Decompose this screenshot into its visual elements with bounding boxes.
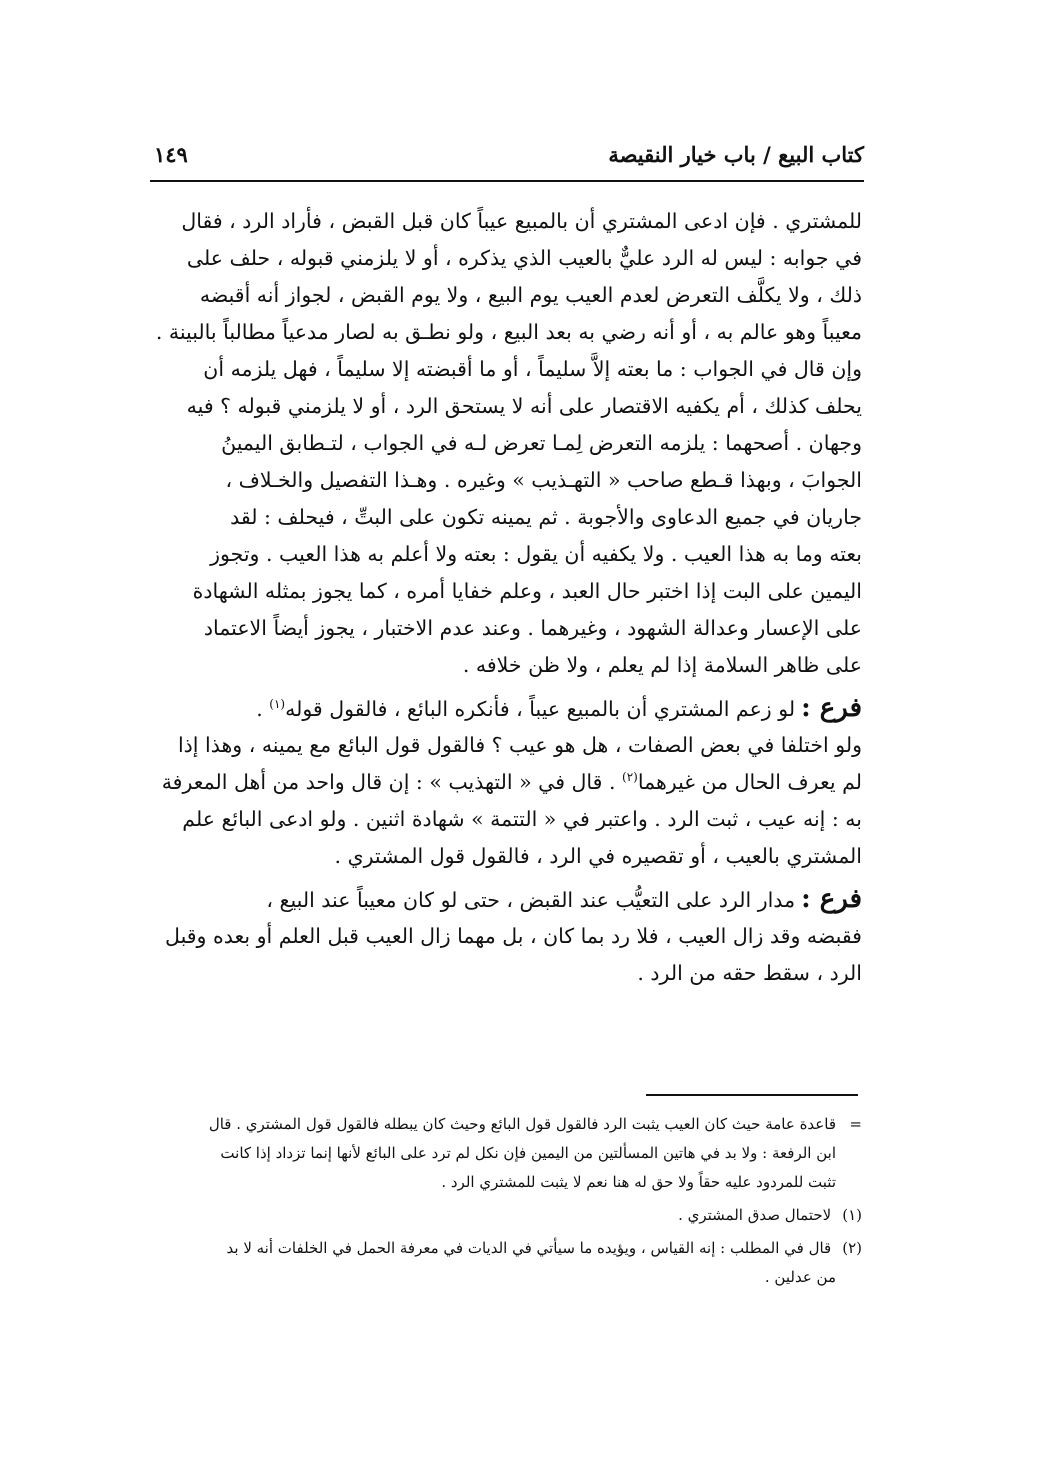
footnote-continuation-line: تثبت للمردود عليه حقاً ولا حق له هنا نعم لا يثبت للمشتري الرد . <box>441 1173 836 1191</box>
running-header <box>150 138 864 176</box>
footnote-divider <box>646 1094 858 1096</box>
page-number: ١٤٩ <box>154 142 188 167</box>
text-line: جاريان في جميع الدعاوى والأجوبة . ثم يمينه تكون على البتِّ ، فيحلف : لقد <box>230 505 862 529</box>
footnote-1 <box>155 1201 862 1230</box>
text-line: معيباً وهو عالم به ، أو أنه رضي به بعد البيع ، ولو نطـق به لصار مدعياً مطالباً بالبينة . <box>155 320 862 344</box>
footnote-1-marker: (١) <box>842 1206 862 1224</box>
footnote-2 <box>155 1234 862 1263</box>
text-line: اليمين على البت إذا اختبر حال العبد ، وعلم خفايا أمره ، كما يجوز بمثله الشهادة <box>192 579 862 603</box>
text-line: الجوابَ ، وبهذا قـطع صاحب « التهـذيب » وغيره . وهـذا التفصيل والخـلاف ، <box>225 468 862 492</box>
continuation-marker: = <box>849 1115 862 1133</box>
text-span: قال في المطلب : إنه القياس ، ويؤيده ما سيأتي في الديات في معرفة الحمل في الخلفات أنه لا بد <box>226 1239 832 1257</box>
text-line: في جوابه : ليس له الرد عليٌّ بالعيب الذي يذكره ، أو لا يلزمني قبوله ، حلف على <box>186 246 862 270</box>
paragraph-2 <box>155 351 862 684</box>
header-divider <box>150 180 864 182</box>
section-lead: فرع : <box>801 884 862 914</box>
paragraph-1 <box>155 203 862 351</box>
text-span: مدار الرد على التعيُّب عند القبض ، حتى لو كان معيباً عند البيع ، <box>266 888 796 912</box>
text-line: للمشتري . فإن ادعى المشتري أن بالمبيع عيباً كان قبل القبض ، فأراد الرد ، فقال <box>181 209 862 233</box>
text-line: وإن قال في الجواب : ما بعته إلاَّ سليماً ، أو ما أقبضته إلا سليماً ، فهل يلزمه أن <box>203 357 862 381</box>
text-line: على الإعسار وعدالة الشهود ، وغيرهما . وعند عدم الاختبار ، يجوز أيضاً الاعتماد <box>203 616 862 640</box>
text-span: . <box>256 697 270 721</box>
text-line: فقبضه وقد زال العيب ، فلا رد بما كان ، بل مهما زال العيب قبل العلم أو بعده وقبل <box>165 924 862 948</box>
footnote-ref-1[interactable]: (١) <box>269 697 286 712</box>
footnote-2-line: من عدلين . <box>764 1268 836 1286</box>
footnote-continuation-line <box>155 1110 862 1139</box>
text-span: . قال في « التهذيب » : إن قال واحد من أهل المعرفة <box>161 770 623 794</box>
text-span: قاعدة عامة حيث كان العيب يثبت الرد فالقول قول البائع وحيث كان يبطله فالقول قول المشتري . قال <box>208 1115 836 1133</box>
text-line: المشتري بالعيب ، أو تقصيره في الرد ، فالقول قول المشتري . <box>334 844 862 868</box>
text-line: يحلف كذلك ، أم يكفيه الاقتصار على أنه لا يستحق الرد ، أو لا يلزمني قبوله ؟ فيه <box>186 394 862 418</box>
section-lead: فرع : <box>801 693 862 723</box>
footnote-ref-2[interactable]: (٢) <box>622 770 638 785</box>
text-line <box>155 764 862 801</box>
footnote-2-marker: (٢) <box>842 1239 862 1257</box>
text-span: لاحتمال صدق المشتري . <box>678 1206 832 1224</box>
paragraph-4-far <box>155 881 862 992</box>
text-line: الرد ، سقط حقه من الرد . <box>637 961 862 985</box>
paragraph-3-far <box>155 690 862 875</box>
text-line: على ظاهر السلامة إذا لم يعلم ، ولا ظن خلافه . <box>462 653 862 677</box>
text-line: وجهان . أصحهما : يلزمه التعرض لِمـا تعرض لـه في الجواب ، لتـطابق اليمينُ <box>221 431 862 455</box>
text-line <box>155 690 862 727</box>
text-span: لو زعم المشتري أن بالمبيع عيباً ، فأنكره البائع ، فالقول قوله <box>285 697 796 721</box>
text-span: لم يعرف الحال من غيرهما <box>637 770 862 794</box>
footnote-continuation-line: ابن الرفعة : ولا بد في هاتين المسألتين من اليمين فإن نكل لم ترد على البائع لأنها إنما تزداد إذا كانت <box>220 1144 836 1162</box>
text-line <box>155 881 862 918</box>
text-line: بعته وما به هذا العيب . ولا يكفيه أن يقول : بعته ولا أعلم به هذا العيب . وتجوز <box>210 542 862 566</box>
main-text <box>155 203 862 992</box>
text-line: ولو اختلفا في بعض الصفات ، هل هو عيب ؟ فالقول قول البائع مع يمينه ، وهذا إذا <box>177 733 862 757</box>
footnotes <box>155 1110 862 1292</box>
chapter-title: كتاب البيع / باب خيار النقيصة <box>608 142 864 167</box>
text-line: به : إنه عيب ، ثبت الرد . واعتبر في « التتمة » شهادة اثنين . ولو ادعى البائع علم <box>182 807 862 831</box>
text-line: ذلك ، ولا يكلَّف التعرض لعدم العيب يوم البيع ، ولا يوم القبض ، لجواز أنه أقبضه <box>199 283 862 307</box>
